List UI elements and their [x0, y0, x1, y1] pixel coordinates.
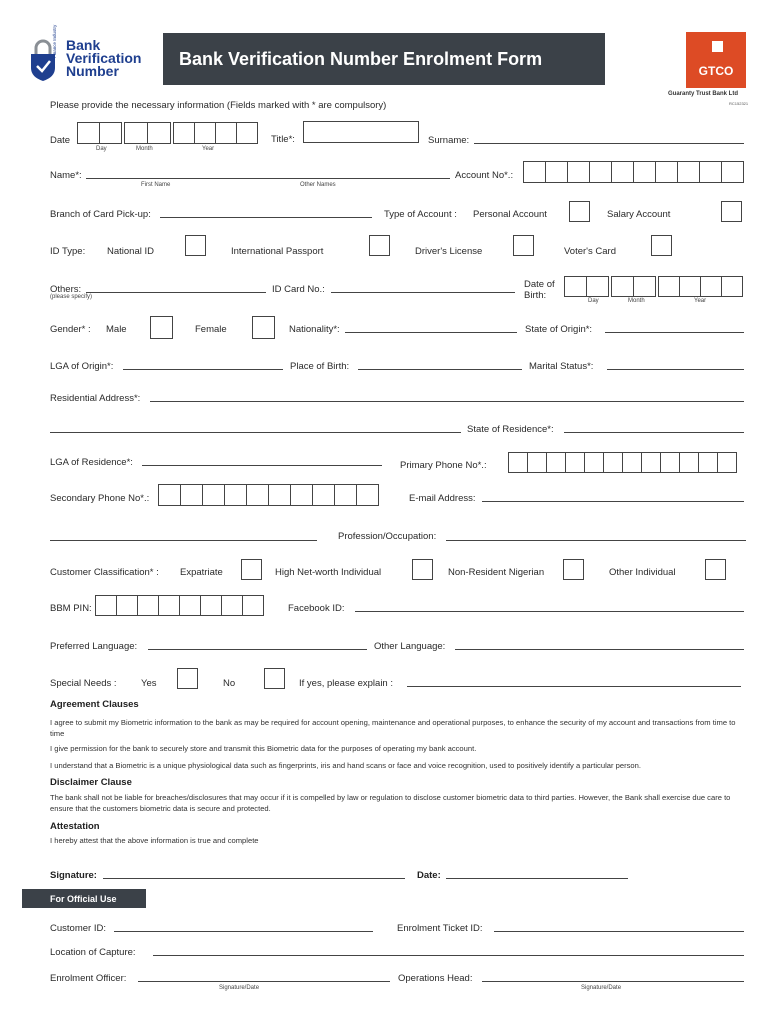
primary-phone-label: Primary Phone No*.: — [400, 460, 487, 471]
official-use-banner: For Official Use — [22, 889, 146, 908]
dob-cell[interactable] — [658, 276, 680, 297]
national-id-label: National ID — [107, 246, 154, 257]
expatriate-checkbox[interactable] — [241, 559, 262, 580]
gtco-logo — [686, 32, 746, 88]
dob-cell[interactable] — [700, 276, 722, 297]
account-cell[interactable] — [633, 161, 656, 183]
residential-address-line[interactable] — [150, 401, 744, 402]
if-yes-label: If yes, please explain : — [299, 678, 393, 689]
lga-residence-line[interactable] — [142, 465, 382, 466]
agreement-clause-1: I agree to submit my Biometric information to the bank as may be required for account opening, maintenance and operational purposes, to enhance the security of my account and transactions from time to time — [50, 718, 736, 738]
account-cell[interactable] — [721, 161, 744, 183]
phone-cell[interactable] — [679, 452, 699, 473]
phone-cell[interactable] — [224, 484, 247, 506]
account-cell[interactable] — [677, 161, 700, 183]
account-cell[interactable] — [611, 161, 634, 183]
bbm-cell[interactable] — [158, 595, 180, 616]
nationality-line[interactable] — [345, 332, 517, 333]
logo-line-2: Verification — [66, 50, 142, 66]
non-resident-checkbox[interactable] — [563, 559, 584, 580]
dob-label-1: Date of — [524, 279, 555, 290]
email-line[interactable] — [482, 501, 744, 502]
operations-head-label: Operations Head: — [398, 973, 473, 984]
title-label: Title*: — [271, 134, 295, 145]
international-passport-checkbox[interactable] — [369, 235, 390, 256]
date-cell[interactable] — [99, 122, 122, 144]
phone-cell[interactable] — [312, 484, 335, 506]
preferred-language-label: Preferred Language: — [50, 641, 138, 652]
operations-head-line[interactable] — [482, 981, 744, 982]
date-label: Date — [50, 135, 71, 146]
email-label: E-mail Address: — [409, 493, 476, 504]
other-names-caption: Other Names — [300, 182, 336, 188]
dob-cell[interactable] — [564, 276, 587, 297]
non-resident-label: Non-Resident Nigerian — [448, 567, 545, 578]
female-label: Female — [195, 324, 227, 335]
drivers-license-checkbox[interactable] — [513, 235, 534, 256]
primary-phone-boxes[interactable] — [509, 452, 737, 473]
account-cell[interactable] — [589, 161, 612, 183]
customer-id-line[interactable] — [114, 931, 373, 932]
location-of-capture-label: Location of Capture: — [50, 947, 136, 958]
phone-cell[interactable] — [565, 452, 585, 473]
please-specify-caption: (please specify) — [50, 294, 93, 300]
state-of-origin-label: State of Origin*: — [525, 324, 593, 335]
bbm-pin-boxes[interactable] — [96, 595, 264, 616]
dob-boxes[interactable] — [565, 276, 743, 297]
customer-classification-label: Customer Classification* : — [50, 567, 159, 578]
signature-date-line[interactable] — [446, 878, 628, 879]
salary-account-label: Salary Account — [607, 209, 671, 220]
month-caption: Month — [136, 146, 153, 152]
marital-status-line[interactable] — [607, 369, 744, 370]
signature-date-label: Date: — [417, 870, 441, 881]
dob-year-caption: Year — [694, 298, 707, 304]
voters-card-checkbox[interactable] — [651, 235, 672, 256]
name-line[interactable] — [86, 178, 450, 179]
agreement-clause-3: I understand that a Biometric is a unique physiological data such as fingerprints, iris and hand scans or face and voice recognition, used to positively identify a particular person. — [50, 761, 641, 770]
account-cell[interactable] — [567, 161, 590, 183]
bbm-cell[interactable] — [116, 595, 138, 616]
id-card-no-label: ID Card No.: — [272, 284, 325, 295]
date-boxes[interactable] — [78, 122, 258, 144]
dob-cell[interactable] — [611, 276, 634, 297]
dob-day-caption: Day — [588, 298, 599, 304]
if-yes-line[interactable] — [407, 686, 741, 687]
dob-cell[interactable] — [586, 276, 609, 297]
others-label: Others: — [50, 284, 82, 295]
account-cell[interactable] — [545, 161, 568, 183]
agreement-heading: Agreement Clauses — [50, 699, 139, 710]
branch-line[interactable] — [160, 217, 372, 218]
state-of-residence-line[interactable] — [564, 432, 744, 433]
bbm-cell[interactable] — [95, 595, 117, 616]
date-cell[interactable] — [194, 122, 216, 144]
other-language-label: Other Language: — [374, 641, 446, 652]
profession-line[interactable] — [446, 540, 746, 541]
bvn-logo — [26, 24, 161, 84]
date-cell[interactable] — [236, 122, 258, 144]
lga-residence-label: LGA of Residence*: — [50, 457, 133, 468]
others-line[interactable] — [86, 292, 266, 293]
signature-line[interactable] — [103, 878, 405, 879]
phone-cell[interactable] — [180, 484, 203, 506]
male-checkbox[interactable] — [150, 316, 173, 339]
phone-cell[interactable] — [356, 484, 379, 506]
date-cell[interactable] — [215, 122, 237, 144]
dob-cell[interactable] — [633, 276, 656, 297]
date-cell[interactable] — [77, 122, 100, 144]
personal-account-checkbox[interactable] — [569, 201, 590, 222]
phone-cell[interactable] — [584, 452, 604, 473]
residential-address-label: Residential Address*: — [50, 393, 141, 404]
disclaimer-heading: Disclaimer Clause — [50, 777, 132, 788]
yes-label: Yes — [141, 678, 157, 689]
yes-checkbox[interactable] — [177, 668, 198, 689]
profession-line-left[interactable] — [50, 540, 317, 541]
logo-side-text: Finance Industry — [52, 24, 57, 58]
international-passport-label: International Passport — [231, 246, 324, 257]
bbm-cell[interactable] — [200, 595, 222, 616]
phone-cell[interactable] — [660, 452, 680, 473]
disclaimer-text: The bank shall not be liable for breaches/disclosures that may occur if it is compelled by law or regulation to disclose customer biometric data to third parties. However, the Bank shall exercise due care to ensure that the customers biometric data is secure and protected. — [50, 793, 731, 813]
state-of-residence-label: State of Residence*: — [467, 424, 554, 435]
preferred-language-line[interactable] — [148, 649, 367, 650]
dob-cell[interactable] — [721, 276, 743, 297]
enrolment-officer-line[interactable] — [138, 981, 390, 982]
phone-cell[interactable] — [268, 484, 291, 506]
location-of-capture-line[interactable] — [153, 955, 744, 956]
bbm-cell[interactable] — [137, 595, 159, 616]
name-label: Name*: — [50, 170, 82, 181]
id-type-label: ID Type: — [50, 246, 86, 257]
surname-line[interactable] — [474, 143, 744, 144]
logo-line-3: Number — [66, 63, 119, 79]
phone-cell[interactable] — [622, 452, 642, 473]
customer-id-label: Customer ID: — [50, 923, 106, 934]
phone-cell[interactable] — [717, 452, 737, 473]
year-caption: Year — [202, 146, 215, 152]
gtco-logo-text: GTCO — [698, 64, 734, 78]
title-input[interactable] — [303, 121, 419, 143]
attestation-text: I hereby attest that the above information is true and complete — [50, 836, 259, 845]
phone-cell[interactable] — [158, 484, 181, 506]
bbm-cell[interactable] — [242, 595, 264, 616]
account-no-label: Account No*.: — [455, 170, 514, 181]
type-of-account-label: Type of Account : — [384, 209, 457, 220]
enrolment-ticket-id-line[interactable] — [494, 931, 744, 932]
secondary-phone-label: Secondary Phone No*.: — [50, 493, 150, 504]
salary-account-checkbox[interactable] — [721, 201, 742, 222]
drivers-license-label: Driver's License — [415, 246, 483, 257]
phone-cell[interactable] — [527, 452, 547, 473]
gtco-square-icon — [712, 41, 723, 52]
female-checkbox[interactable] — [252, 316, 275, 339]
date-cell[interactable] — [147, 122, 171, 144]
branch-label: Branch of Card Pick-up: — [50, 209, 151, 220]
profession-label: Profession/Occupation: — [338, 531, 437, 542]
place-of-birth-line[interactable] — [358, 369, 522, 370]
bank-name: Guaranty Trust Bank Ltd — [668, 91, 739, 97]
other-individual-label: Other Individual — [609, 567, 676, 578]
phone-cell[interactable] — [202, 484, 225, 506]
id-card-no-line[interactable] — [331, 292, 515, 293]
account-cell[interactable] — [655, 161, 678, 183]
special-needs-label: Special Needs : — [50, 678, 117, 689]
first-name-caption: First Name — [141, 182, 171, 188]
high-net-worth-label: High Net-worth Individual — [275, 567, 382, 578]
head-signature-caption: Signature/Date — [581, 985, 622, 991]
personal-account-label: Personal Account — [473, 209, 547, 220]
national-id-checkbox[interactable] — [185, 235, 206, 256]
secondary-phone-boxes[interactable] — [159, 484, 379, 506]
bank-code: RC152321 — [729, 101, 749, 106]
date-cell[interactable] — [173, 122, 195, 144]
other-individual-checkbox[interactable] — [705, 559, 726, 580]
enrolment-officer-label: Enrolment Officer: — [50, 973, 127, 984]
bbm-pin-label: BBM PIN: — [50, 603, 92, 614]
voters-card-label: Voter's Card — [564, 246, 616, 257]
logo-line-1: Bank — [66, 37, 101, 53]
officer-signature-caption: Signature/Date — [219, 985, 260, 991]
high-net-worth-checkbox[interactable] — [412, 559, 433, 580]
account-cell[interactable] — [523, 161, 546, 183]
phone-cell[interactable] — [603, 452, 623, 473]
account-cell[interactable] — [699, 161, 722, 183]
lga-origin-label: LGA of Origin*: — [50, 361, 114, 372]
phone-cell[interactable] — [546, 452, 566, 473]
signature-label: Signature: — [50, 870, 97, 881]
phone-cell[interactable] — [334, 484, 357, 506]
agreement-clause-2: I give permission for the bank to securely store and transmit this Biometric data for the purposes of operating my bank account. — [50, 744, 477, 753]
day-caption: Day — [96, 146, 107, 152]
residential-address-line-2[interactable] — [50, 432, 461, 433]
phone-cell[interactable] — [508, 452, 528, 473]
no-label: No — [223, 678, 236, 689]
lga-origin-line[interactable] — [123, 369, 283, 370]
gender-label: Gender* : — [50, 324, 91, 335]
account-no-boxes[interactable] — [524, 161, 744, 183]
instructions: Please provide the necessary information (Fields marked with * are compulsory) — [50, 100, 387, 111]
male-label: Male — [106, 324, 127, 335]
state-of-origin-line[interactable] — [605, 332, 744, 333]
phone-cell[interactable] — [246, 484, 269, 506]
phone-cell[interactable] — [641, 452, 661, 473]
nationality-label: Nationality*: — [289, 324, 340, 335]
bbm-cell[interactable] — [179, 595, 201, 616]
facebook-id-label: Facebook ID: — [288, 603, 345, 614]
expatriate-label: Expatriate — [180, 567, 223, 578]
enrolment-ticket-id-label: Enrolment Ticket ID: — [397, 923, 483, 934]
date-cell[interactable] — [124, 122, 148, 144]
phone-cell[interactable] — [290, 484, 313, 506]
marital-status-label: Marital Status*: — [529, 361, 594, 372]
bbm-cell[interactable] — [221, 595, 243, 616]
attestation-heading: Attestation — [50, 821, 100, 832]
facebook-id-line[interactable] — [355, 611, 744, 612]
surname-label: Surname: — [428, 135, 470, 146]
dob-cell[interactable] — [679, 276, 701, 297]
no-checkbox[interactable] — [264, 668, 285, 689]
place-of-birth-label: Place of Birth: — [290, 361, 350, 372]
form-title: Bank Verification Number Enrolment Form — [163, 33, 605, 85]
other-language-line[interactable] — [455, 649, 744, 650]
dob-label-2: Birth: — [524, 290, 547, 301]
phone-cell[interactable] — [698, 452, 718, 473]
dob-month-caption: Month — [628, 298, 645, 304]
